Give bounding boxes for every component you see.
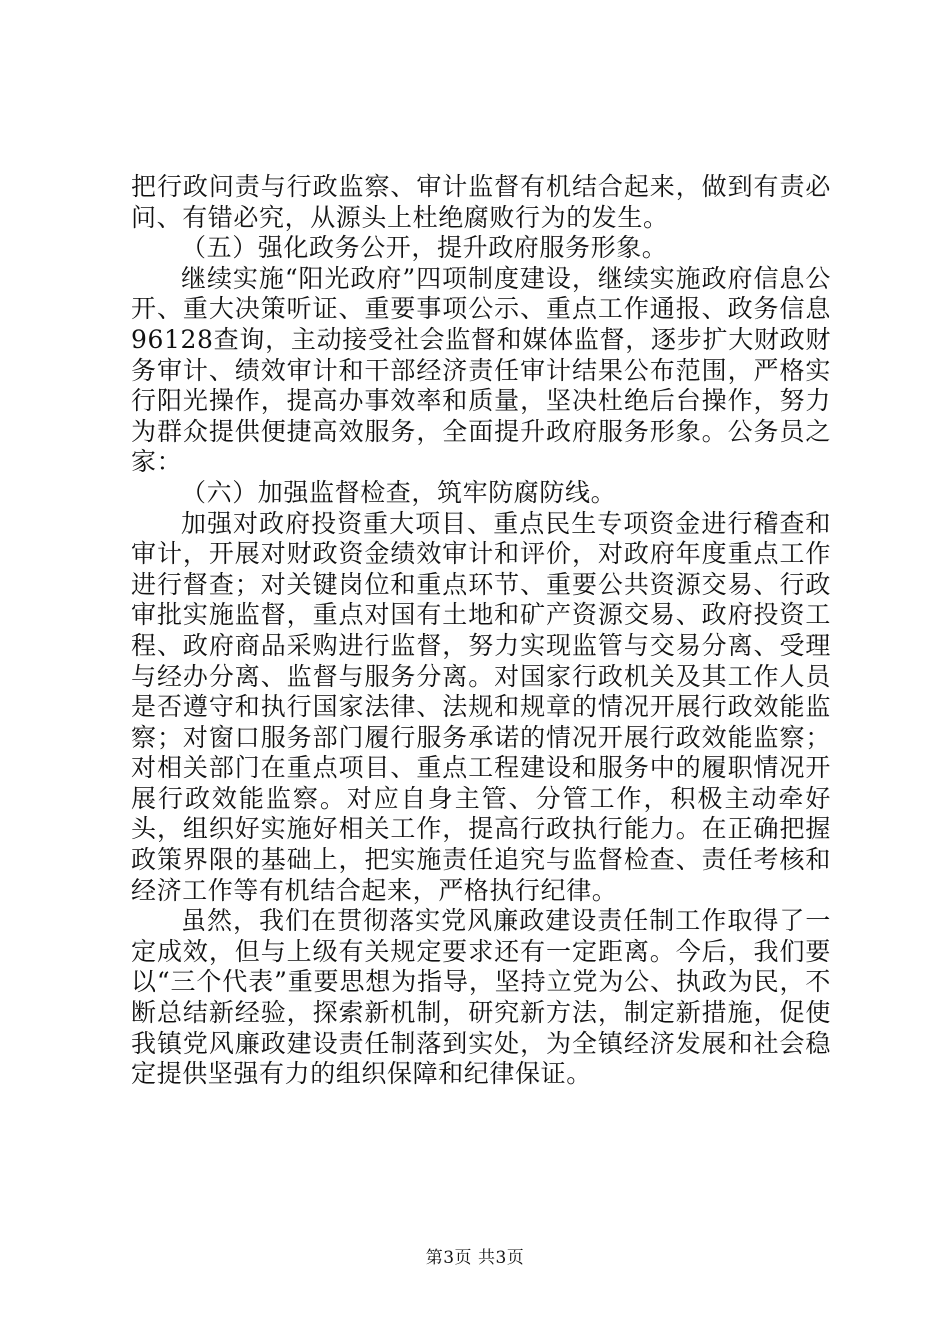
paragraph-supervision: 加强对政府投资重大项目、重点民生专项资金进行稽查和审计，开展对财政资金绩效审计和评价，对政府年度重点工作进行督查；对关键岗位和重点环节、重要公共资源交易、行政审批实施监督，重点对国有土地和矿产资源交易、政府投资工程、政府商品采购进行监督，努力实现监管与交易分离、受理与经办分离、监督与服务分离。对国家行政机关及其工作人员是否遵守和执行国家法律、法规和规章的情况开展行政效能监察；对窗口服务部门履行服务承诺的情况开展行政效能监察；对相关部门在重点项目、重点工程建设和服务中的履职情况开展行政效能监察。对应自身主管、分管工作，积极主动牵好头，组织好实施好相关工作，提高行政执行能力。在正确把握政策界限的基础上，把实施责任追究与监督检查、责任考核和经济工作等有机结合起来，严格执行纪律。 xyxy=(131,508,831,905)
paragraph-continuation: 把行政问责与行政监察、审计监督有机结合起来，做到有责必问、有错必究，从源头上杜绝腐败行为的发生。 xyxy=(131,172,831,232)
paragraph-conclusion: 虽然，我们在贯彻落实党风廉政建设责任制工作取得了一定成效，但与上级有关规定要求还有一定距离。今后，我们要以“三个代表”重要思想为指导，坚持立党为公、执政为民，不断总结新经验，探索新机制，研究新方法，制定新措施，促使我镇党风廉政建设责任制落到实处，为全镇经济发展和社会稳定提供坚强有力的组织保障和纪律保证。 xyxy=(131,906,831,1089)
section-heading-5: （五）强化政务公开，提升政府服务形象。 xyxy=(181,233,668,263)
section-heading-6: （六）加强监督检查，筑牢防腐防线。 xyxy=(181,477,617,507)
page-number-footer: 第3页 共3页 xyxy=(425,1248,525,1268)
paragraph-government-transparency: 继续实施“阳光政府”四项制度建设，继续实施政府信息公开、重大决策听证、重要事项公示、重点工作通报、政务信息96128查询，主动接受社会监督和媒体监督，逐步扩大财政财务审计、绩效审计和干部经济责任审计结果公布范围，严格实行阳光操作，提高办事效率和质量，坚决杜绝后台操作，努力为群众提供便捷高效服务，全面提升政府服务形象。公务员之家： xyxy=(131,263,831,477)
document-body xyxy=(131,172,831,1090)
